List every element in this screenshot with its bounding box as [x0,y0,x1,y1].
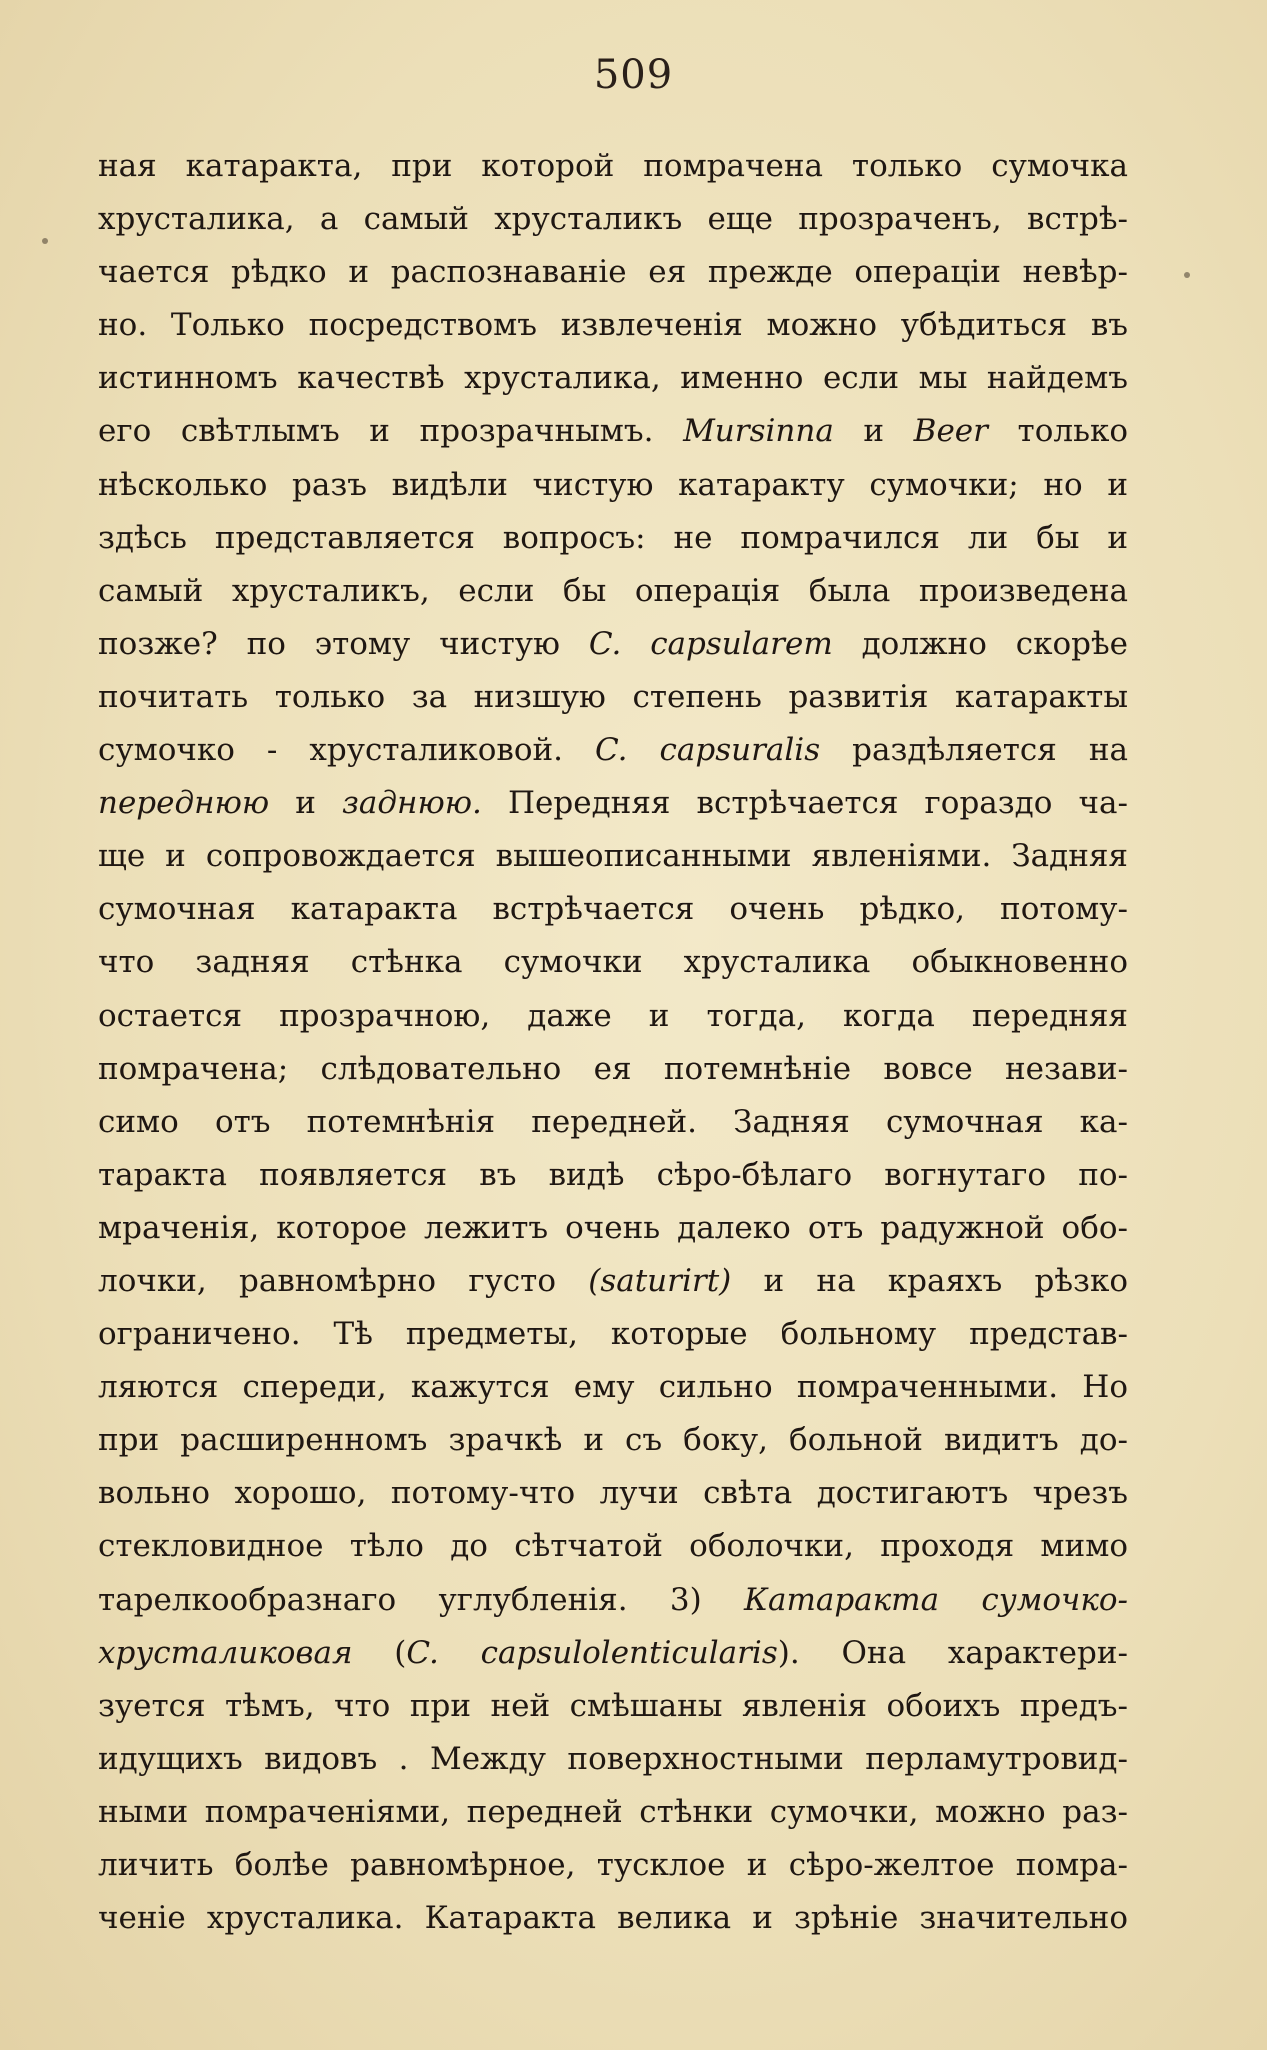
text-line [98,1414,1128,1467]
text-span: симо отъ потемнѣнiя передней. Задняя сумочная ка- [98,1103,1128,1140]
ink-speck [1184,272,1190,278]
text-line [98,1361,1128,1414]
text-span: тарелкообразнаго углубленiя. 3) [98,1581,744,1618]
text-span: идущихъ видовъ . Между поверхностными перламутровид- [98,1740,1128,1777]
text-span: и [269,785,343,822]
text-span: сумочко - хрусталиковой. [98,732,596,769]
text-span: мраченiя, которое лежитъ очень далеко отъ радужной обо- [98,1209,1128,1246]
text-line [98,405,1128,458]
text-line [98,1202,1128,1255]
text-span: должно скорѣе [832,625,1128,662]
text-line [98,565,1128,618]
text-span: вольно хорошо, потому-что лучи свѣта достигаютъ чрезъ [98,1475,1128,1512]
text-line [98,1574,1128,1627]
text-span: истинномъ качествѣ хрусталика, именно если мы найдемъ [98,360,1128,397]
text-span: сумочная катаракта встрѣчается очень рѣдко, потому- [98,891,1128,928]
ink-speck [42,238,48,244]
text-span: стекловидное тѣло до сѣтчатой оболочки, проходя мимо [98,1528,1128,1565]
text-line [98,1680,1128,1733]
text-span: и [833,413,914,450]
italic-span: Катаракта сумочко- [743,1581,1128,1618]
text-span: но. Только посредствомъ извлеченiя можно убѣдиться въ [98,307,1128,344]
text-span: Передняя встрѣчается гораздо ча- [481,785,1128,822]
text-span: ными помраченiями, передней стѣнки сумочки, можно раз- [98,1793,1128,1830]
italic-span: (saturirt) [588,1262,732,1299]
text-span: почитать только за низшую степень развитiя катаракты [98,678,1128,715]
text-span: помрачена; слѣдовательно ея потемнѣнiе вовсе незави- [98,1050,1128,1087]
text-line [98,1786,1128,1839]
italic-span: C. capsuralis [595,732,821,769]
text-line [98,1467,1128,1520]
text-line [98,193,1128,246]
text-line [98,936,1128,989]
text-span: самый хрусталикъ, если бы операцiя была произведена [98,572,1128,609]
text-line [98,830,1128,883]
italic-span: хрусталиковая [98,1634,353,1671]
body-text [98,140,1128,1945]
text-line [98,1149,1128,1202]
text-line [98,1892,1128,1945]
italic-span: Mursinna [683,413,834,450]
text-line [98,512,1128,565]
text-line [98,618,1128,671]
italic-span: переднюю [98,785,270,822]
text-span: ограничено. Тѣ предметы, которые больному представ- [98,1316,1128,1353]
text-span: ляются спереди, кажутся ему сильно помраченными. Но [98,1369,1128,1406]
text-line [98,671,1128,724]
italic-span: C. capsulolenticularis [406,1634,778,1671]
text-span: ( [352,1634,407,1671]
text-line [98,459,1128,512]
italic-span: C. capsularem [588,625,833,662]
text-line [98,352,1128,405]
text-line [98,990,1128,1043]
text-span: лочки, равномѣрно густо [98,1262,589,1299]
text-line [98,1096,1128,1149]
text-span: остается прозрачною, даже и тогда, когда передняя [98,997,1128,1034]
page-number: 509 [593,52,674,98]
text-line [98,1627,1128,1680]
italic-span: Beer [913,413,988,450]
text-line [98,1308,1128,1361]
text-span: и на краяхъ рѣзко [731,1262,1128,1299]
text-line [98,1043,1128,1096]
text-span: ). Она характери- [777,1634,1128,1671]
text-span: что задняя стѣнка сумочки хрусталика обыкновенно [98,944,1128,981]
text-span: раздѣляется на [820,732,1128,769]
text-span: хрусталика, а самый хрусталикъ еще прозраченъ, встрѣ- [98,201,1128,238]
text-span: ще и сопровождается вышеописанными явленiями. Задняя [98,838,1128,875]
text-line [98,1839,1128,1892]
italic-span: заднюю. [342,785,482,822]
text-line [98,1520,1128,1573]
text-span: нѣсколько разъ видѣли чистую катаракту сумочки; но и [98,466,1128,503]
text-line [98,777,1128,830]
text-line [98,883,1128,936]
text-span: при расширенномъ зрачкѣ и съ боку, больной видитъ до- [98,1422,1128,1459]
text-span: ная катаракта, при которой помрачена только сумочка [98,148,1128,184]
text-span: ченiе хрусталика. Катаракта велика и зрѣнiе значительно [98,1900,1128,1937]
text-line [98,140,1128,193]
text-span: его свѣтлымъ и прозрачнымъ. [98,413,684,450]
text-span: зуется тѣмъ, что при ней смѣшаны явленiя обоихъ предъ- [98,1687,1128,1724]
text-span: чается рѣдко и распознаванiе ея прежде операцiи невѣр- [98,254,1128,291]
text-span: здѣсь представляется вопросъ: не помрачился ли бы и [98,519,1128,556]
text-span: позже? по этому чистую [98,625,589,662]
text-span: личить болѣе равномѣрное, тусклое и сѣро-желтое помра- [98,1847,1128,1883]
text-line [98,1733,1128,1786]
text-line [98,246,1128,299]
text-line [98,299,1128,352]
text-line [98,1255,1128,1308]
text-span: только [987,413,1128,450]
text-line [98,724,1128,777]
text-span: таракта появляется въ видѣ сѣро-бѣлаго вогнутаго по- [98,1156,1128,1193]
